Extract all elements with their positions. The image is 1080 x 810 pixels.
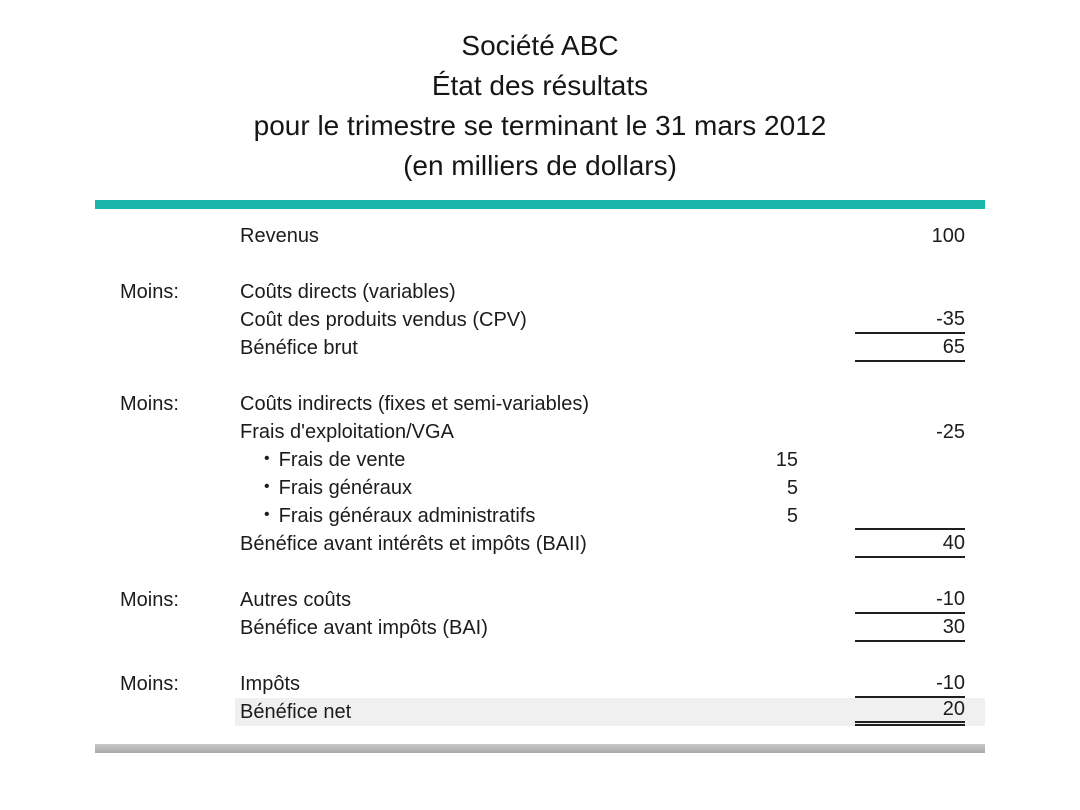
row-amount: 100	[931, 224, 965, 247]
row-prefix	[120, 530, 240, 558]
row-label-text: Revenus	[240, 224, 319, 247]
statement-row	[95, 306, 985, 334]
row-endpad	[965, 446, 985, 474]
row-spacer	[95, 362, 985, 390]
row-gap	[798, 278, 855, 306]
row-subamount	[698, 306, 798, 334]
statement-row	[95, 502, 985, 530]
statement-row	[95, 278, 985, 306]
row-amount: -35	[855, 306, 965, 334]
bullet-icon: •	[264, 450, 270, 467]
row-prefix	[120, 474, 240, 502]
row-endpad	[965, 334, 985, 362]
row-amount: 20	[855, 698, 965, 726]
statement-row	[95, 530, 985, 558]
row-endpad	[965, 502, 985, 530]
row-amount: -25	[936, 420, 965, 443]
row-subamount	[698, 390, 798, 418]
row-endpad	[965, 390, 985, 418]
row-endpad	[965, 306, 985, 334]
row-prefix: Moins:	[120, 280, 179, 303]
company-name: Société ABC	[461, 30, 619, 61]
statement-row	[95, 418, 985, 446]
row-endpad	[965, 278, 985, 306]
row-amount: -10	[855, 670, 965, 698]
row-label-text: Frais généraux	[278, 476, 413, 499]
row-gap	[798, 334, 855, 362]
row-gap	[798, 222, 855, 250]
row-label-text: Impôts	[240, 672, 301, 695]
row-gap	[798, 530, 855, 558]
row-prefix	[120, 614, 240, 642]
row-label	[240, 474, 698, 502]
row-prefix	[120, 334, 240, 362]
teal-accent-rule	[95, 200, 985, 209]
row-endpad	[965, 670, 985, 698]
row-prefix	[120, 306, 240, 334]
row-amount: 40	[855, 530, 965, 558]
row-label	[240, 530, 698, 558]
row-prefix	[120, 222, 240, 250]
row-amount	[855, 474, 965, 502]
row-prefix	[120, 698, 240, 726]
row-subamount	[698, 278, 798, 306]
statement-row	[95, 474, 985, 502]
row-amount	[855, 502, 965, 530]
row-gap	[798, 586, 855, 614]
statement-name: État des résultats	[431, 70, 649, 101]
row-label	[240, 222, 698, 250]
row-label	[240, 390, 698, 418]
statement-row	[95, 670, 985, 698]
row-subamount	[698, 418, 798, 446]
row-prefix	[120, 418, 240, 446]
row-endpad	[965, 586, 985, 614]
row-label	[240, 334, 698, 362]
bullet-icon: •	[264, 478, 270, 495]
row-prefix: Moins:	[120, 672, 179, 695]
statement-table	[95, 222, 985, 726]
statement-title-block	[0, 26, 1080, 186]
row-prefix: Moins:	[120, 392, 179, 415]
row-label	[240, 586, 698, 614]
row-amount: 30	[855, 614, 965, 642]
row-subamount: 5	[786, 476, 798, 499]
row-gap	[798, 418, 855, 446]
row-subamount: 5	[786, 504, 798, 527]
row-gap	[798, 670, 855, 698]
row-label	[240, 278, 698, 306]
statement-row	[95, 390, 985, 418]
statement-row	[95, 698, 985, 726]
row-label-text: Coûts indirects (fixes et semi-variables)	[240, 392, 589, 415]
row-label	[240, 306, 698, 334]
row-amount	[855, 390, 965, 418]
row-prefix: Moins:	[120, 588, 179, 611]
row-label-text: Frais généraux administratifs	[278, 504, 536, 527]
row-label-text: Bénéfice net	[240, 700, 352, 723]
row-subamount	[698, 222, 798, 250]
row-label	[240, 446, 698, 474]
statement-row	[95, 446, 985, 474]
row-label-text: Bénéfice avant impôts (BAI)	[240, 616, 488, 639]
row-label-text: Bénéfice avant intérêts et impôts (BAII)	[240, 532, 587, 555]
row-gap	[798, 306, 855, 334]
row-subamount	[698, 586, 798, 614]
row-prefix	[120, 446, 240, 474]
statement-row	[95, 586, 985, 614]
bottom-gray-rule	[95, 744, 985, 753]
row-label	[240, 502, 698, 530]
row-spacer	[95, 250, 985, 278]
row-endpad	[965, 222, 985, 250]
bullet-icon: •	[264, 506, 270, 523]
row-endpad	[965, 418, 985, 446]
row-prefix	[120, 502, 240, 530]
row-amount: 65	[855, 334, 965, 362]
row-gap	[798, 502, 855, 530]
row-subamount	[698, 698, 798, 726]
row-gap	[798, 474, 855, 502]
row-label	[240, 670, 698, 698]
statement-row	[95, 334, 985, 362]
row-gap	[798, 390, 855, 418]
row-subamount	[698, 670, 798, 698]
row-label	[240, 418, 698, 446]
row-endpad	[965, 614, 985, 642]
row-subamount	[698, 530, 798, 558]
row-subamount	[698, 614, 798, 642]
row-endpad	[965, 530, 985, 558]
statement-period: pour le trimestre se terminant le 31 mars 2012	[253, 110, 827, 141]
row-spacer	[95, 558, 985, 586]
row-label-text: Coût des produits vendus (CPV)	[240, 308, 527, 331]
row-spacer	[95, 642, 985, 670]
row-amount	[855, 446, 965, 474]
row-label-text: Coûts directs (variables)	[240, 280, 456, 303]
statement-units: (en milliers de dollars)	[403, 150, 677, 181]
row-label	[240, 614, 698, 642]
row-subamount	[698, 334, 798, 362]
row-amount: -10	[855, 586, 965, 614]
row-label	[240, 698, 698, 726]
statement-row	[95, 614, 985, 642]
row-gap	[798, 698, 855, 726]
row-endpad	[965, 474, 985, 502]
row-label-text: Autres coûts	[240, 588, 352, 611]
row-gap	[798, 446, 855, 474]
row-label-text: Frais de vente	[278, 448, 406, 471]
row-label-text: Bénéfice brut	[240, 336, 358, 359]
row-endpad	[965, 698, 985, 726]
row-label-text: Frais d'exploitation/VGA	[240, 420, 454, 443]
row-subamount: 15	[775, 448, 798, 471]
row-amount	[855, 278, 965, 306]
statement-row	[95, 222, 985, 250]
row-gap	[798, 614, 855, 642]
